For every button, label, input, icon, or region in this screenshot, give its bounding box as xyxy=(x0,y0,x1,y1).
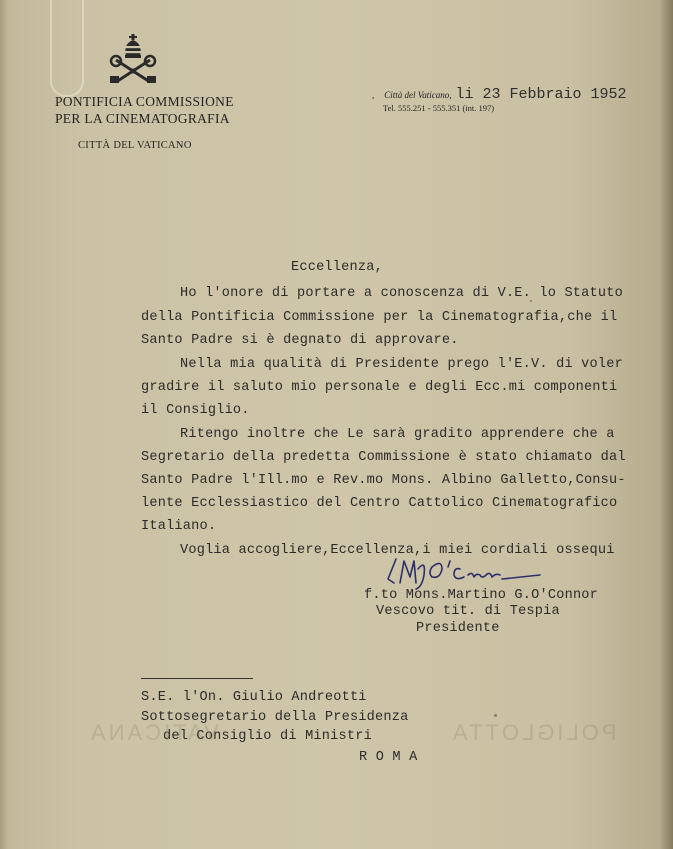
stamp-bleedthrough: POLIGLOTTA xyxy=(450,720,617,745)
handwritten-signature xyxy=(382,553,552,593)
recipient-office-2: del Consiglio di Ministri xyxy=(163,729,372,744)
signer-role: Presidente xyxy=(416,621,500,636)
recipient-office: Sottosegretario della Presidenza xyxy=(141,710,409,725)
ink-speck xyxy=(530,300,532,302)
recipient-name: S.E. l'On. Giulio Andreotti xyxy=(141,690,367,705)
signer-title: Vescovo tit. di Tespia xyxy=(376,604,560,619)
body-line: gradire il saluto mio personale e degli Ecc.mi componenti xyxy=(141,380,618,395)
salutation: Eccellenza, xyxy=(291,260,383,275)
body-line: Nella mia qualità di Presidente prego l'E.V. di voler xyxy=(180,357,623,372)
body-line: della Pontificia Commissione per la Cinematografia,che il xyxy=(141,310,618,325)
body-line: Santo Padre si è degnato di approvare. xyxy=(141,333,459,348)
body-line: Ho l'onore di portare a conoscenza di V.E. lo Statuto xyxy=(180,286,623,301)
body-line: Ritengo inoltre che Le sarà gradito apprendere che a xyxy=(180,427,615,442)
letterhead-commission-name-2: PER LA CINEMATOGRAFIA xyxy=(55,111,230,126)
telephone-line: Tel. 555.251 - 555.351 (int. 197) xyxy=(383,103,495,113)
signed-by: f.to Mons.Martino G.O'Connor xyxy=(364,588,599,603)
stamp-bleedthrough: VATICANA xyxy=(88,720,219,745)
body-line: Santo Padre l'Ill.mo e Rev.mo Mons. Albino Galletto,Consu- xyxy=(141,473,626,488)
ink-speck xyxy=(494,714,497,717)
letter-date: li 23 Febbraio 1952 xyxy=(455,86,627,103)
dateline-mark: , xyxy=(372,90,375,100)
letterhead-commission-name: PONTIFICIA COMMISSIONE xyxy=(55,94,234,109)
body-line: Segretario della predetta Commissione è stato chiamato dal xyxy=(141,450,626,465)
dateline-place: Città del Vaticano, xyxy=(384,90,452,100)
body-line: Italiano. xyxy=(141,519,217,534)
letterhead-city: CITTÀ DEL VATICANO xyxy=(78,140,192,151)
closing-line: Voglia accogliere,Eccellenza,i miei cordiali ossequi xyxy=(180,543,615,558)
recipient-divider-line xyxy=(141,678,253,679)
body-line: il Consiglio. xyxy=(141,403,250,418)
body-line: lente Ecclessiastico del Centro Cattolico Cinematografico xyxy=(141,496,618,511)
recipient-city: R O M A xyxy=(359,750,418,765)
